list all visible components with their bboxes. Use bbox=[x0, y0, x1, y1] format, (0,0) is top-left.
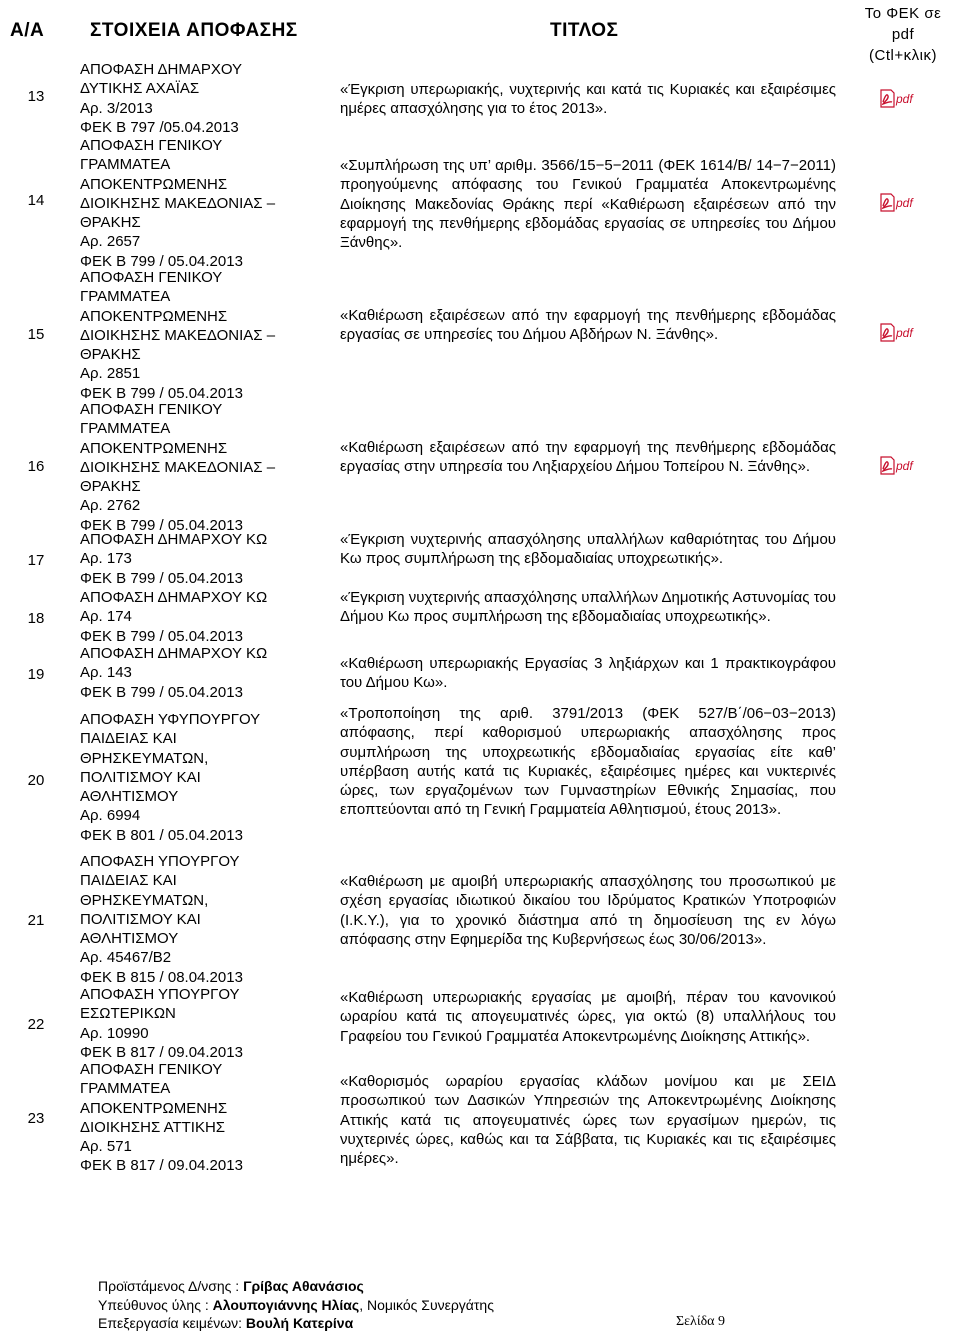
decision-details: ΑΠΟΦΑΣΗ ΥΠΟΥΡΓΟΥ ΕΣΩΤΕΡΙΚΩΝ Αρ. 10990 ΦΕΚ Β 817 / 09.04.2013 bbox=[80, 986, 243, 1061]
decision-details: ΑΠΟΦΑΣΗ ΓΕΝΙΚΟΥ ΓΡΑΜΜΑΤΕΑ ΑΠΟΚΕΝΤΡΩΜΕΝΗΣ ΔΙΟΙΚΗΣΗΣ ΜΑΚΕΔΟΝΙΑΣ – ΘΡΑΚΗΣ Αρ. 2762 ΦΕΚ Β 799 / 05.04.2013 bbox=[80, 401, 276, 534]
header-aa: Α/Α bbox=[10, 20, 45, 41]
svg-text:pdf: pdf bbox=[896, 326, 913, 340]
row-number: 20 bbox=[27, 772, 45, 789]
footer-editor: Αλουπογιάννης Ηλίας bbox=[212, 1296, 360, 1313]
decision-details: ΑΠΟΦΑΣΗ ΓΕΝΙΚΟΥ ΓΡΑΜΜΑΤΕΑ ΑΠΟΚΕΝΤΡΩΜΕΝΗΣ ΔΙΟΙΚΗΣΗΣ ΜΑΚΕΔΟΝΙΑΣ – ΘΡΑΚΗΣ Αρ. 2851 ΦΕΚ Β 799 / 05.04.2013 bbox=[80, 269, 276, 402]
header-title: ΤΙΤΛΟΣ bbox=[550, 20, 619, 41]
decision-details: ΑΠΟΦΑΣΗ ΔΗΜΑΡΧΟΥ ΚΩ Αρ. 173 ΦΕΚ Β 799 / 05.04.2013 bbox=[80, 531, 268, 587]
footer-line-2: Υπεύθυνος ύλης : Αλουπογιάννης Ηλίας, Νομικός Συνεργάτης bbox=[98, 1296, 494, 1313]
decision-details: ΑΠΟΦΑΣΗ ΔΗΜΑΡΧΟΥ ΔΥΤΙΚΗΣ ΑΧΑΪΑΣ Αρ. 3/2013 ΦΕΚ Β 797 /05.04.2013 bbox=[80, 61, 243, 136]
svg-text:pdf: pdf bbox=[896, 196, 913, 210]
decision-title: «Συμπλήρωση της υπ’ αριθμ. 3566/15−5−2011 (ΦΕΚ 1614/Β/ 14−7−2011) προηγούμενης απόφασης του Γενικού Γραμματέα Αποκεντρωμένης Διοίκησης Μακεδονίας Θράκης περί «Καθιέρωση εξαιρέσεων από την εφαρμογή της πενθήμερης εβδομάδας εργασίας σε υπηρεσίες του Δήμου Ξάνθης». bbox=[340, 157, 836, 252]
pdf-link-icon[interactable] bbox=[879, 455, 917, 476]
header-pdf-line2: pdf bbox=[891, 26, 915, 43]
footer-typist: Βουλή Κατερίνα bbox=[245, 1315, 354, 1331]
row-number: 21 bbox=[27, 912, 45, 929]
svg-text:pdf: pdf bbox=[896, 92, 913, 106]
row-number: 19 bbox=[27, 666, 45, 683]
row-number: 13 bbox=[27, 88, 45, 105]
decision-details: ΑΠΟΦΑΣΗ ΥΦΥΠΟΥΡΓΟΥ ΠΑΙΔΕΙΑΣ ΚΑΙ ΘΡΗΣΚΕΥΜΑΤΩΝ, ΠΟΛΙΤΙΣΜΟΥ ΚΑΙ ΑΘΛΗΤΙΣΜΟΥ Αρ. 6994 ΦΕΚ Β 801 / 05.04.2013 bbox=[80, 711, 261, 844]
header-pdf bbox=[848, 3, 958, 66]
pdf-link-icon[interactable] bbox=[879, 322, 917, 343]
decision-title: «Καθιέρωση υπερωριακής εργασίας με αμοιβή, πέραν του κανονικού ωραρίου κατά τις απογευματινές ώρες, για οκτώ (8) υπαλλήλους του Γραφείου του Γενικού Γραμματέα Αποκεντρωμένης Διοίκησης Αττικής». bbox=[340, 989, 836, 1045]
row-number: 15 bbox=[27, 326, 45, 343]
row-number: 16 bbox=[27, 458, 45, 475]
decision-details: ΑΠΟΦΑΣΗ ΓΕΝΙΚΟΥ ΓΡΑΜΜΑΤΕΑ ΑΠΟΚΕΝΤΡΩΜΕΝΗΣ ΔΙΟΙΚΗΣΗΣ ΑΤΤΙΚΗΣ Αρ. 571 ΦΕΚ Β 817 / 09.04.2013 bbox=[80, 1061, 243, 1175]
decision-title: «Έγκριση νυχτερινής απασχόλησης υπαλλήλων καθαριότητας του Δήμου Κω προς συμπλήρωση της εβδομαδιαίας υποχρεωτικής». bbox=[340, 531, 836, 568]
pdf-link-icon[interactable] bbox=[879, 88, 917, 109]
decision-title: «Καθιέρωση εξαιρέσεων από την εφαρμογή της πενθήμερης εβδομάδας εργασίας στην υπηρεσία του Ληξιαρχείου Δήμου Τοπείρου Ν. Ξάνθης». bbox=[340, 439, 836, 476]
decision-details: ΑΠΟΦΑΣΗ ΓΕΝΙΚΟΥ ΓΡΑΜΜΑΤΕΑ ΑΠΟΚΕΝΤΡΩΜΕΝΗΣ ΔΙΟΙΚΗΣΗΣ ΜΑΚΕΔΟΝΙΑΣ – ΘΡΑΚΗΣ Αρ. 2657 ΦΕΚ Β 799 / 05.04.2013 bbox=[80, 137, 276, 270]
decision-title: «Καθιέρωση εξαιρέσεων από την εφαρμογή της πενθήμερης εβδομάδας εργασίας σε υπηρεσίες του Δήμου Αβδήρων Ν. Ξάνθης». bbox=[340, 307, 836, 344]
decision-title: «Καθιέρωση με αμοιβή υπερωριακής απασχόλησης του προσωπικού με σχέση εργασίας ιδιωτικού δικαίου του Ιδρύματος Κρατικών Υποτροφιών (Ι.Κ.Υ.), για το χρονικό διάστημα από τη δημοσίευση της εν λόγω απόφασης στην Εφημερίδα της Κυβερνήσεως έως 30/06/2013». bbox=[340, 873, 836, 948]
header-pdf-line3: (Ctl+κλικ) bbox=[869, 47, 937, 64]
row-number: 23 bbox=[27, 1110, 45, 1127]
footer-line-3: Επεξεργασία κειμένων: Βουλή Κατερίνα bbox=[98, 1315, 354, 1331]
row-number: 18 bbox=[27, 610, 45, 627]
decision-details: ΑΠΟΦΑΣΗ ΥΠΟΥΡΓΟΥ ΠΑΙΔΕΙΑΣ ΚΑΙ ΘΡΗΣΚΕΥΜΑΤΩΝ, ΠΟΛΙΤΙΣΜΟΥ ΚΑΙ ΑΘΛΗΤΙΣΜΟΥ Αρ. 45467/Β2 ΦΕΚ Β 815 / 08.04.2013 bbox=[80, 853, 243, 986]
row-number: 22 bbox=[27, 1016, 45, 1033]
header-decision: ΣΤΟΙΧΕΙΑ ΑΠΟΦΑΣΗΣ bbox=[90, 20, 298, 41]
row-number: 14 bbox=[27, 192, 45, 209]
decision-title: «Έγκριση νυχτερινής απασχόλησης υπαλλήλων Δημοτικής Αστυνομίας του Δήμου Κω προς συμπλήρωση της εβδομαδιαίας υποχρεωτικής». bbox=[340, 589, 836, 626]
decision-title: «Καθορισμός ωραρίου εργασίας κλάδων μονίμου και με ΣΕΙΔ προσωπικού των Δασικών Υπηρεσιών της Αποκεντρωμένης Διοίκησης Αττικής κατά τις απογευματινές ώρες των εργασίμων ημερών, τις νυχτερινές ώρες, καθώς και τα Σάββατα, τις Κυριακές και τις εξαιρέσιμες ημέρες». bbox=[340, 1073, 836, 1168]
decision-title: «Έγκριση υπερωριακής, νυχτερινής και κατά τις Κυριακές και εξαιρέσιμες ημέρες απασχόλησης για το έτος 2013». bbox=[340, 81, 836, 118]
page-number: Σελίδα 9 bbox=[676, 1314, 726, 1329]
pdf-link-icon[interactable] bbox=[879, 192, 917, 213]
header-pdf-line1: Το ΦΕΚ σε bbox=[864, 5, 942, 22]
decision-details: ΑΠΟΦΑΣΗ ΔΗΜΑΡΧΟΥ ΚΩ Αρ. 143 ΦΕΚ Β 799 / 05.04.2013 bbox=[80, 645, 268, 701]
decision-title: «Καθιέρωση υπερωριακής Εργασίας 3 ληξιάρχων και 1 πρακτικογράφου του Δήμου Κω». bbox=[340, 655, 836, 692]
decision-title: «Τροποποίηση της αριθ. 3791/2013 (ΦΕΚ 527/Β΄/06−03−2013) απόφασης, περί καθορισμού υπερωριακής απασχόλησης προς συμπλήρωση της υποχρεωτικής εβδομαδιαίας εργασίας είτε καθ’ υπέρβαση αυτής κατά τις Κυριακές, εξαιρέσιμες ημέρες και νυκτερινές ώρες, των εργαζομένων των Γυμναστηρίων Εθνικής Σημασίας, που εποπτεύονται από τη Γενική Γραμματεία Αθλητισμού, έτους 2013». bbox=[340, 705, 836, 819]
footer-director: Γρίβας Αθανάσιος bbox=[243, 1278, 364, 1294]
footer-line-1: Προϊστάμενος Δ/νσης : Γρίβας Αθανάσιος bbox=[98, 1278, 364, 1294]
decision-details: ΑΠΟΦΑΣΗ ΔΗΜΑΡΧΟΥ ΚΩ Αρ. 174 ΦΕΚ Β 799 / 05.04.2013 bbox=[80, 589, 268, 645]
table-header bbox=[0, 0, 960, 62]
row-number: 17 bbox=[27, 552, 45, 569]
svg-text:pdf: pdf bbox=[896, 459, 913, 473]
